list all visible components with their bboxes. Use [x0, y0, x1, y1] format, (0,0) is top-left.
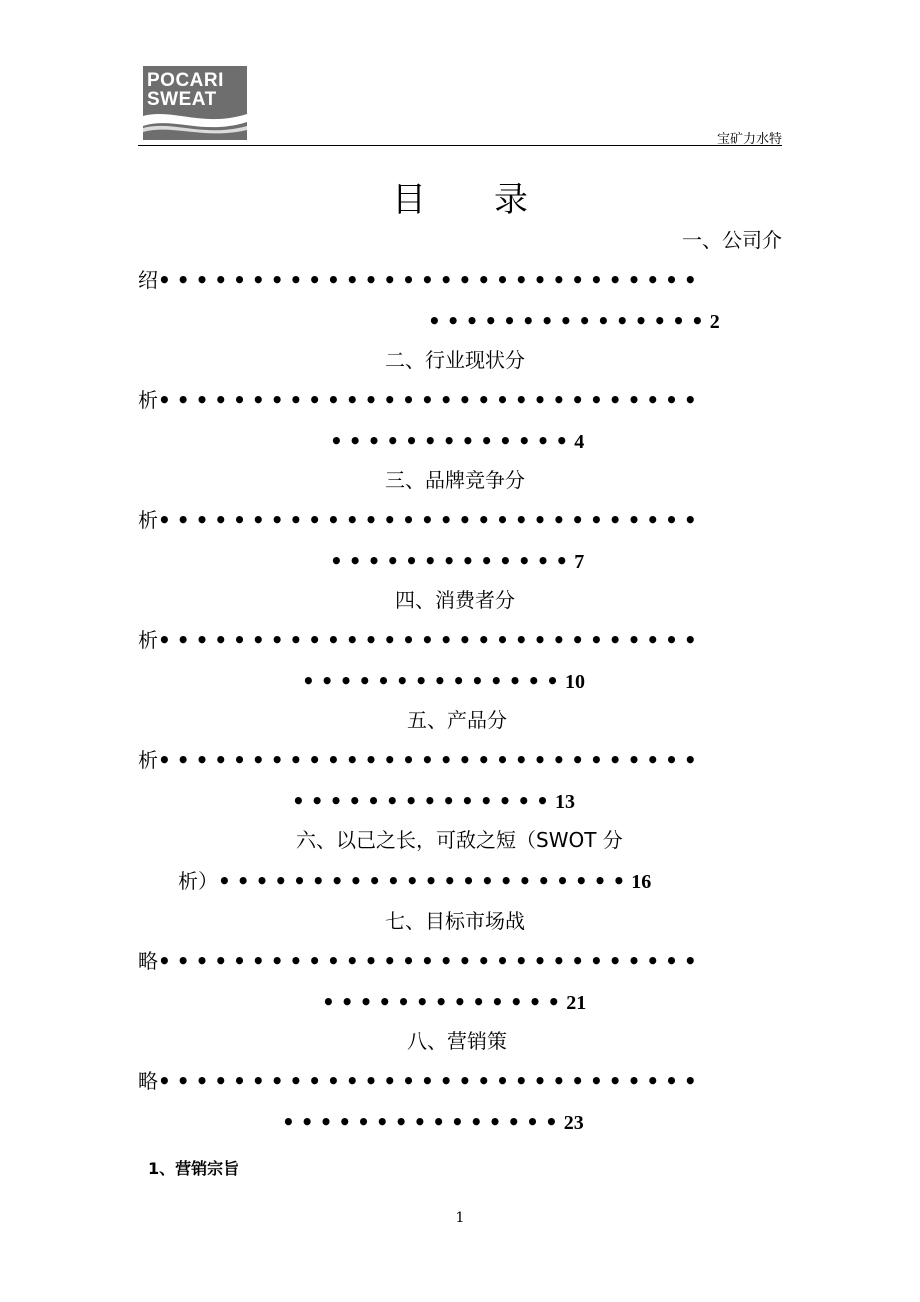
toc-entry-8-page-line: [282, 1112, 584, 1133]
toc-entry-2-page-line: [330, 431, 584, 452]
toc-entry-3-tail: 析: [138, 508, 158, 532]
toc-entry-2-heading: 二、行业现状分: [385, 348, 525, 372]
leader-dots: ••••••••••••••: [302, 669, 565, 693]
toc-entry-3-heading: 三、品牌竞争分: [385, 468, 525, 492]
toc-entry-1-page-line: [428, 311, 720, 332]
toc-entry-2-page: 4: [574, 431, 585, 453]
leader-dots: •••••••••••••••••••••••••••••: [158, 748, 703, 772]
toc-entry-3-leader: [138, 510, 703, 530]
toc-entry-6-page: 16: [631, 871, 652, 893]
toc-entry-1-page: 2: [709, 311, 720, 333]
page-number: 1: [455, 1210, 465, 1226]
toc-entry-8-page: 23: [563, 1112, 584, 1134]
toc-entry-4-leader: [138, 630, 703, 650]
toc-sub-item: 1、营销宗旨: [148, 1159, 240, 1178]
logo-text-line1: POCARI: [147, 70, 224, 91]
leader-dots: •••••••••••••: [330, 429, 575, 453]
leader-dots: •••••••••••••••••••••••••••••: [158, 628, 703, 652]
toc-entry-5-page-line: [292, 791, 575, 812]
leader-dots: •••••••••••••: [330, 549, 575, 573]
toc-entry-2-tail: 析: [138, 388, 158, 412]
leader-dots: •••••••••••••••••••••••••••••: [158, 949, 703, 973]
toc-entry-7-page-line: [322, 992, 586, 1013]
leader-dots: •••••••••••••••••••••••••••••: [158, 508, 703, 532]
leader-dots: ••••••••••••••: [292, 789, 555, 813]
toc-entry-6-tail: 析）: [178, 869, 218, 893]
toc-entry-1-tail: 绍: [138, 268, 158, 292]
toc-entry-5-tail: 析: [138, 748, 158, 772]
toc-entry-5-heading: 五、产品分: [407, 708, 507, 732]
toc-entry-5-leader: [138, 750, 703, 770]
toc-entry-4-heading: 四、消费者分: [395, 588, 515, 612]
leader-dots: •••••••••••••••: [428, 309, 710, 333]
leader-dots: •••••••••••••••••••••••••••••: [158, 1069, 703, 1093]
toc-entry-4-page: 10: [564, 671, 585, 693]
leader-dots: •••••••••••••••••••••••••••••: [158, 388, 703, 412]
leader-dots: •••••••••••••••••••••••••••••: [158, 268, 703, 292]
leader-dots: ••••••••••••••••••••••: [218, 869, 632, 893]
toc-entry-8-leader: [138, 1071, 703, 1091]
toc-entry-7-tail: 略: [138, 949, 158, 973]
toc-entry-4-tail: 析: [138, 628, 158, 652]
header-rule: [138, 145, 782, 146]
logo-text-line2: SWEAT: [147, 89, 217, 110]
toc-entry-7-heading: 七、目标市场战: [385, 909, 525, 933]
toc-entry-8-tail: 略: [138, 1069, 158, 1093]
toc-entry-3-page: 7: [574, 551, 585, 573]
toc-entry-4-page-line: [302, 671, 585, 692]
logo-wave-graphic: [143, 106, 247, 140]
leader-dots: •••••••••••••: [322, 990, 567, 1014]
toc-entry-6-page-line: [178, 871, 651, 892]
toc-entry-6-heading: 六、以己之长，可敌之短（SWOT 分: [296, 828, 623, 852]
header-doc-label: 宝矿力水特: [716, 132, 782, 147]
leader-dots: •••••••••••••••: [282, 1110, 564, 1134]
toc-entry-2-leader: [138, 390, 703, 410]
toc-entry-7-page: 21: [566, 992, 587, 1014]
toc-entry-1-leader: [138, 270, 703, 290]
toc-entry-7-leader: [138, 951, 703, 971]
pocari-sweat-logo: [143, 66, 247, 140]
toc-entry-8-heading: 八、营销策: [407, 1029, 507, 1053]
page-title: 目录: [392, 180, 596, 220]
toc-entry-1-heading: 一、公司介: [682, 228, 782, 252]
toc-entry-3-page-line: [330, 551, 584, 572]
toc-entry-5-page: 13: [554, 791, 575, 813]
